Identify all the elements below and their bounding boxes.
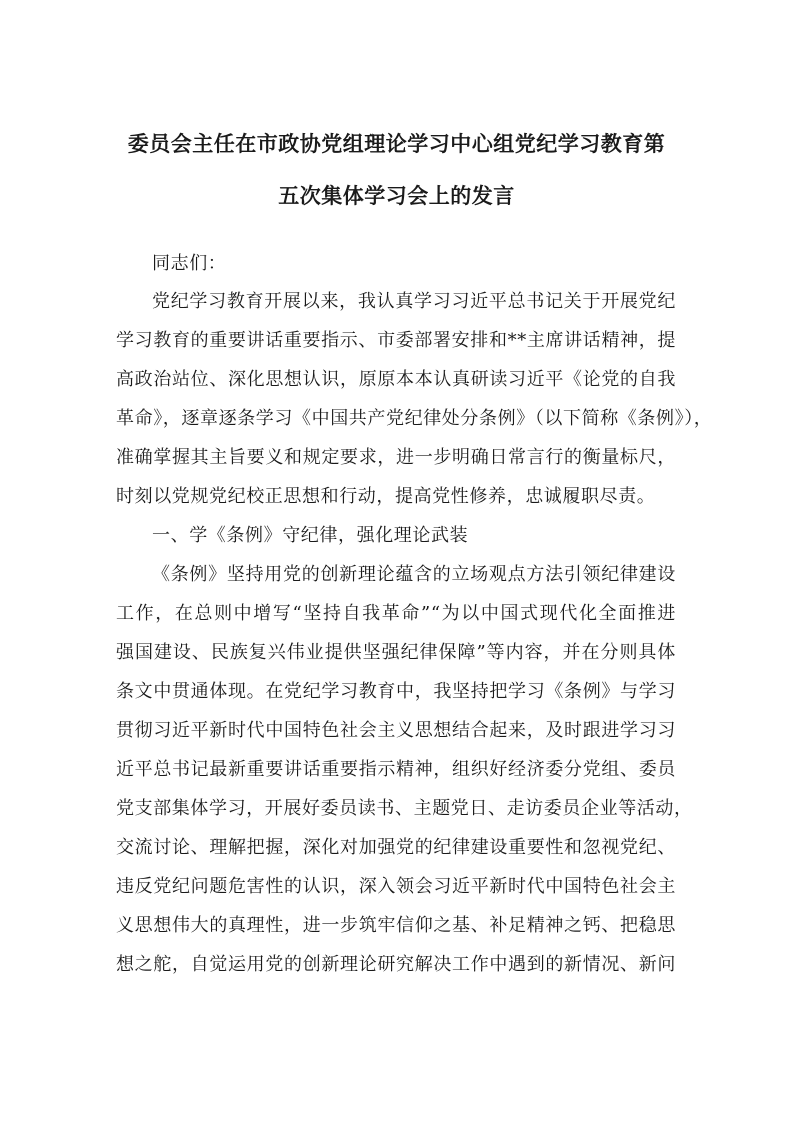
paragraph-line: 学习教育的重要讲话重要指示、市委部署安排和**主席讲话精神，提 (116, 330, 676, 351)
paragraph-line: 近平总书记最新重要讲话重要指示精神，组织好经济委分党组、委员 (116, 759, 676, 780)
paragraph-line: 高政治站位、深化思想认识，原原本本认真研读习近平《论党的自我 (116, 369, 676, 390)
paragraph-line: 违反党纪问题危害性的认识，深入领会习近平新时代中国特色社会主 (116, 876, 676, 897)
paragraph-line: 党支部集体学习，开展好委员读书、主题党日、走访委员企业等活动， (116, 798, 693, 819)
paragraph-line: 《条例》坚持用党的创新理论蕴含的立场观点方法引领纪律建设 (152, 564, 676, 585)
paragraph-line: 革命》，逐章逐条学习《中国共产党纪律处分条例》（以下简称《条例》）， (116, 408, 713, 429)
section-heading: 一、学《条例》守纪律，强化理论武装 (152, 525, 469, 546)
paragraph-line: 工作，在总则中增写“坚持自我革命”“为以中国式现代化全面推进 (116, 603, 676, 624)
paragraph-line: 想之舵，自觉运用党的创新理论研究解决工作中遇到的新情况、新问 (116, 954, 676, 975)
paragraph-line: 党纪学习教育开展以来，我认真学习习近平总书记关于开展党纪 (152, 291, 676, 312)
document-title-line-1: 委员会主任在市政协党组理论学习中心组党纪学习教育第 (127, 132, 666, 156)
paragraph-line: 贯彻习近平新时代中国特色社会主义思想结合起来，及时跟进学习习 (116, 720, 676, 741)
document-title-line-2: 五次集体学习会上的发言 (278, 184, 515, 208)
paragraph-line: 交流讨论、理解把握，深化对加强党的纪律建设重要性和忽视党纪、 (116, 837, 676, 858)
salutation: 同志们： (152, 253, 227, 274)
paragraph-line: 条文中贯通体现。在党纪学习教育中，我坚持把学习《条例》与学习 (116, 681, 676, 702)
paragraph-line: 强国建设、民族复兴伟业提供坚强纪律保障”等内容，并在分则具体 (116, 642, 676, 663)
paragraph-line: 时刻以党规党纪校正思想和行动，提高党性修养，忠诚履职尽责。 (116, 486, 656, 507)
paragraph-line: 义思想伟大的真理性，进一步筑牢信仰之基、补足精神之钙、把稳思 (116, 915, 676, 936)
paragraph-line: 准确掌握其主旨要义和规定要求，进一步明确日常言行的衡量标尺， (116, 447, 676, 468)
